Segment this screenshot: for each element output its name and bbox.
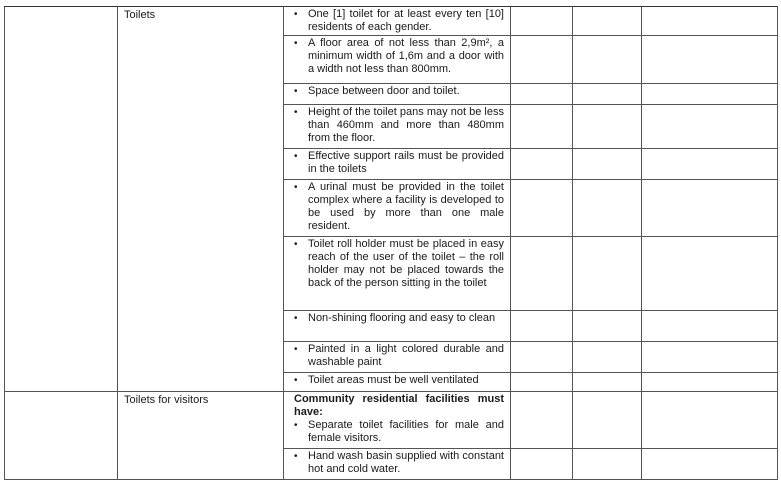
requirement-text: Toilet areas must be well ventilated xyxy=(308,374,479,386)
requirement-text: Space between door and toilet. xyxy=(308,85,460,97)
check-cell xyxy=(511,449,573,480)
check-cell xyxy=(642,36,778,84)
requirement-text: A floor area of not less than 2,9m², a minimum width of 1,6m and a door with a width not less than 800mm. xyxy=(308,37,504,75)
requirement-cell xyxy=(284,373,511,392)
bullet-icon: • xyxy=(294,239,298,250)
requirements-table xyxy=(4,6,778,480)
check-cell xyxy=(511,392,573,449)
check-cell xyxy=(511,36,573,84)
requirement-text: One [1] toilet for at least every ten [10] residents of each gender. xyxy=(308,8,504,33)
requirements-table-body xyxy=(5,7,778,480)
requirement-cell xyxy=(284,311,511,342)
bullet-icon: • xyxy=(294,182,298,193)
check-cell xyxy=(573,449,642,480)
requirement-cell xyxy=(284,180,511,237)
area-cell xyxy=(118,7,284,392)
bullet-icon: • xyxy=(294,38,298,49)
table-row xyxy=(5,7,778,36)
check-cell xyxy=(642,105,778,149)
check-cell xyxy=(511,311,573,342)
check-cell xyxy=(573,180,642,237)
requirement-text: Toilet roll holder must be placed in easy reach of the user of the toilet – the roll holder may not be placed towards the back of the person sitting in the toilet xyxy=(308,238,504,289)
bullet-icon: • xyxy=(294,375,298,386)
area-label: Toilets xyxy=(124,9,156,21)
requirement-cell xyxy=(284,36,511,84)
requirement-text: Non-shining flooring and easy to clean xyxy=(308,312,496,324)
check-cell xyxy=(573,342,642,373)
check-cell xyxy=(573,392,642,449)
check-cell xyxy=(642,149,778,180)
requirement-text: Effective support rails must be provided in the toilets xyxy=(308,150,504,175)
bullet-icon: • xyxy=(294,86,298,97)
bullet-icon: • xyxy=(294,107,298,118)
check-cell xyxy=(573,105,642,149)
check-cell xyxy=(642,342,778,373)
check-cell xyxy=(573,7,642,36)
requirement-cell xyxy=(284,237,511,311)
check-cell xyxy=(511,7,573,36)
check-cell xyxy=(642,373,778,392)
area-cell xyxy=(118,392,284,480)
requirement-cell xyxy=(284,392,511,449)
blank-cell xyxy=(5,392,118,480)
check-cell xyxy=(642,7,778,36)
check-cell xyxy=(511,180,573,237)
check-cell xyxy=(573,84,642,105)
check-cell xyxy=(511,237,573,311)
check-cell xyxy=(511,373,573,392)
check-cell xyxy=(573,237,642,311)
bullet-icon: • xyxy=(294,420,298,431)
check-cell xyxy=(573,36,642,84)
check-cell xyxy=(642,449,778,480)
check-cell xyxy=(573,149,642,180)
bullet-icon: • xyxy=(294,9,298,20)
requirement-cell xyxy=(284,105,511,149)
requirement-cell xyxy=(284,149,511,180)
section-heading: Community residential facilities must have: xyxy=(294,393,504,418)
check-cell xyxy=(511,105,573,149)
check-cell xyxy=(642,392,778,449)
requirement-text: Hand wash basin supplied with constant hot and cold water. xyxy=(308,450,504,475)
check-cell xyxy=(511,342,573,373)
blank-cell xyxy=(5,7,118,392)
bullet-icon: • xyxy=(294,151,298,162)
area-label: Toilets for visitors xyxy=(124,394,209,406)
table-row xyxy=(5,392,778,449)
requirement-text: Height of the toilet pans may not be less than 460mm and more than 480mm from the floor. xyxy=(308,106,504,144)
requirement-cell xyxy=(284,84,511,105)
bullet-icon: • xyxy=(294,344,298,355)
requirement-text: A urinal must be provided in the toilet complex where a facility is developed to be used by more than one male resident. xyxy=(308,181,504,232)
check-cell xyxy=(573,373,642,392)
check-cell xyxy=(642,84,778,105)
bullet-icon: • xyxy=(294,451,298,462)
bullet-icon: • xyxy=(294,313,298,324)
check-cell xyxy=(642,237,778,311)
requirement-cell xyxy=(284,7,511,36)
requirement-cell xyxy=(284,449,511,480)
check-cell xyxy=(573,311,642,342)
requirement-cell xyxy=(284,342,511,373)
check-cell xyxy=(511,84,573,105)
check-cell xyxy=(642,311,778,342)
check-cell xyxy=(642,180,778,237)
check-cell xyxy=(511,149,573,180)
requirement-text: Painted in a light colored durable and washable paint xyxy=(308,343,504,368)
requirement-text: Separate toilet facilities for male and female visitors. xyxy=(308,419,504,444)
